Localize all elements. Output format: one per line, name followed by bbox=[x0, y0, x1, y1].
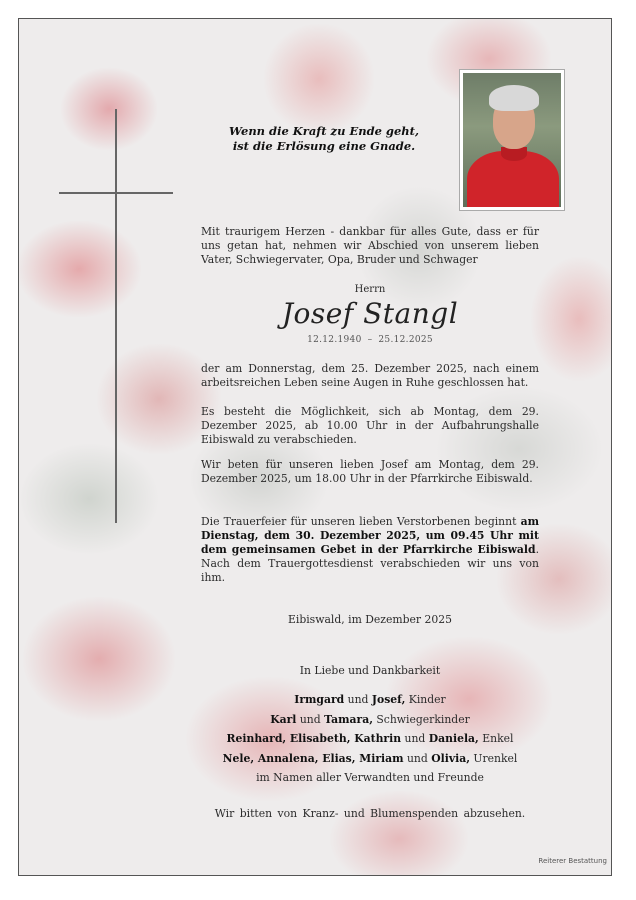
motto-line-1: Wenn die Kraft zu Ende geht, bbox=[229, 124, 419, 138]
funeral-home-credit: Reiterer Bestattung bbox=[538, 857, 607, 865]
viewing-text: Es besteht die Möglichkeit, sich ab Montag, dem 29. Dezember 2025, ab 10.00 Uhr in der Aufbahrungshalle Eibiswald zu verabschieden. bbox=[201, 405, 539, 446]
motto-line-2: ist die Erlösung eine Gnade. bbox=[232, 139, 416, 153]
place-date: Eibiswald, im Dezember 2025 bbox=[287, 613, 452, 626]
salutation: Herrn bbox=[354, 284, 386, 295]
funeral-details: am Dienstag, dem 30. Dezember 2025, um 09.45 Uhr mit dem gemeinsamen Gebet in der Pfarrkirche Eibiswald bbox=[201, 515, 539, 556]
deceased-name: Josef Stangl bbox=[281, 297, 459, 330]
portrait-photo bbox=[459, 69, 565, 211]
birth-date: 12.12.1940 bbox=[307, 335, 362, 345]
intro-text: Mit traurigem Herzen - dankbar für alles Gute, dass er für uns getan hat, nehmen wir Abschied von unserem lieben Vater, Schwiegervater, Opa, Bruder und Schwager bbox=[201, 225, 539, 266]
motto bbox=[209, 124, 439, 154]
life-dates bbox=[201, 335, 539, 345]
family-line-children: Irmgard und Josef, Kinder bbox=[294, 693, 446, 706]
family-line-grandchildren: Reinhard, Elisabeth, Kathrin und Daniela, Enkel bbox=[226, 732, 514, 745]
family-line-great-grandchildren: Nele, Annalena, Elias, Miriam und Olivia, Urenkel bbox=[222, 751, 518, 765]
death-date: 25.12.2025 bbox=[378, 335, 433, 345]
family-line-relatives: im Namen aller Verwandten und Freunde bbox=[256, 771, 484, 784]
family-line-in-laws: Karl und Tamara, Schwiegerkinder bbox=[270, 712, 470, 726]
cross-horizontal-bar bbox=[59, 192, 173, 194]
death-notice-text: der am Donnerstag, dem 25. Dezember 2025, nach einem arbeitsreichen Leben seine Augen in Ruhe geschlossen hat. bbox=[201, 362, 539, 389]
portrait-image bbox=[463, 73, 561, 207]
funeral-text: Die Trauerfeier für unseren lieben Verstorbenen beginnt am Dienstag, dem 30. Dezember 2025, um 09.45 Uhr mit dem gemeinsamen Gebet in der Pfarrkirche Eibiswald. Nach dem Trauergottesdienst verabschieden wir uns von ihm. bbox=[201, 515, 539, 584]
prayer-text: Wir beten für unseren lieben Josef am Montag, dem 29. Dezember 2025, um 18.00 Uhr in der Pfarrkirche Eibiswald. bbox=[201, 458, 539, 485]
cross-vertical-bar bbox=[115, 109, 117, 523]
date-separator: – bbox=[367, 335, 373, 345]
obituary-card bbox=[18, 18, 612, 876]
closing-text: In Liebe und Dankbarkeit bbox=[299, 664, 441, 677]
family-list bbox=[201, 690, 539, 788]
donation-request: Wir bitten von Kranz- und Blumenspenden abzusehen. bbox=[214, 807, 526, 820]
